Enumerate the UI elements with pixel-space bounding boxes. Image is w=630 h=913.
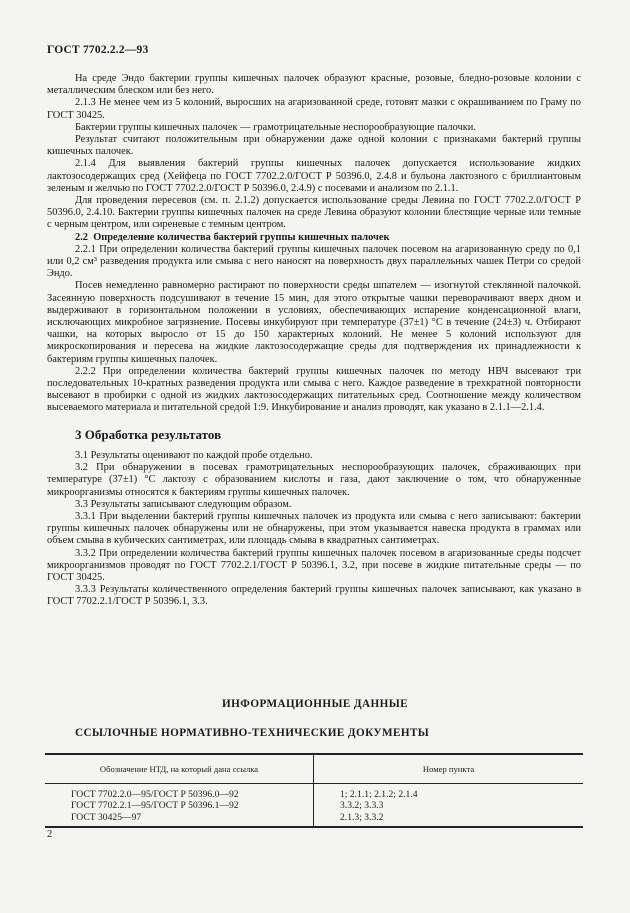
paragraph: Посев немедленно равномерно растирают по поверхности среды шпателем — изогнутой стеклянной палочкой. Засеянную поверхность подсушивают в течение 15 мин, для этого открытые чашки переворачивают вверх дном и выдерживают в горизонтальном положении в условиях, обеспечивающих испарение конденсационной влаги, исключающих микробное загрязнение. Посевы инкубируют при температуре (37±1) °С в течение (24±3) ч. Отбирают чашки, на которых выросло от 15 до 150 характерных колоний. Не менее 5 колоний используют для микроскопирования и пересева на жидкие лактозосодержащие среды для подтверждения их принадлежности к бактериям группы кишечных палочек.: [47, 280, 581, 365]
references-title: ССЫЛОЧНЫЕ НОРМАТИВНО-ТЕХНИЧЕСКИЕ ДОКУМЕНТЫ: [75, 727, 430, 739]
column-header-document: Обозначение НТД, на который дана ссылка: [45, 754, 314, 784]
paragraph: Для проведения пересевов (см. п. 2.1.2) допускается использование среды Левина по ГОСТ 7702.2.0/ГОСТ Р 50396.0, 2.4.10. Бактерии группы кишечных палочек на среде Левина образуют колонии блестящие черные или темные с черным центром, или сиреневые с темным центром.: [47, 195, 581, 231]
subsection-heading: [47, 232, 581, 244]
paragraph: 3.3.1 При выделении бактерий группы кишечных палочек из продукта или смыва с него записывают: бактерии группы кишечных палочек обнаружены или не обнаружены, при этом указывается навеска продукта в граммах или объем смыва в кубических сантиметрах, или площадь смыва в квадратных сантиметрах.: [47, 510, 581, 547]
items-cell: [314, 784, 584, 827]
paragraph: Бактерии группы кишечных палочек — грамотрицательные неспорообразующие палочки.: [75, 121, 476, 133]
table-header-row: [45, 754, 583, 784]
table-row: [45, 784, 583, 827]
subsection-number: 2.2: [75, 231, 88, 243]
section-heading: 3 Обработка результатов: [75, 426, 222, 442]
paragraph: 3.3.2 При определении количества бактерий группы кишечных палочек посевом в агаризованные среды подсчет микроорганизмов проводят по ГОСТ 7702.2.1/ГОСТ Р 50396.1, 3.2, при посеве в жидкие питательные среды — по ГОСТ 30425.: [47, 547, 581, 583]
document-body: [47, 73, 581, 609]
paragraph: Результат считают положительным при обнаружении даже одной колонии с признаками бактерий группы кишечных палочек.: [47, 134, 581, 158]
info-data-title: ИНФОРМАЦИОННЫЕ ДАННЫЕ: [222, 698, 408, 710]
document-cell: [45, 784, 314, 827]
page-header: ГОСТ 7702.2.2—93: [47, 44, 149, 56]
page-number: 2: [47, 829, 53, 840]
item-numbers: 1; 2.1.1; 2.1.2; 2.1.4: [340, 789, 418, 801]
item-numbers: 2.1.3; 3.3.2: [340, 811, 384, 823]
document-ref: ГОСТ 7702.2.1—95/ГОСТ Р 50396.1—92: [71, 800, 239, 812]
paragraph: 2.1.4 Для выявления бактерий группы кишечных палочек допускается использование жидких лактозосодержащих сред (Хейфеца по ГОСТ 7702.2.0/ГОСТ Р 50396.0, 2.4.8 и бульона лактозного с бриллиантовым зеленым и желчью по ГОСТ 7702.2.0/ГОСТ Р 50396.0, 2.4.9) с посевами и анализом по 2.1.1.: [47, 158, 581, 194]
paragraph: 3.3.3 Результаты количественного определения бактерий группы кишечных палочек записывают, как указано в ГОСТ 7702.2.1/ГОСТ Р 50396.1, 3.3.: [47, 584, 581, 608]
references-table: [45, 753, 583, 828]
column-header-item: Номер пункта: [314, 754, 584, 784]
paragraph: 2.2.2 При определении количества бактерий группы кишечных палочек по методу НВЧ высевают три последовательных 10-кратных разведения продукта или смыва с него. Каждое разведение в трехкратной повторности высевают в пробирки с одной из жидких лактозосодержащих питательных сред. Соотношение между количеством высеваемого материала и питательной средой 1:9. Инкубирование и анализ проводят, как указано в 2.1.1—2.1.4.: [47, 365, 581, 414]
item-numbers: 3.3.2; 3.3.3: [340, 800, 384, 812]
paragraph: 3.2 При обнаружении в посевах грамотрицательных неспорообразующих палочек, сбраживающих при температуре (37±1) °С лактозу с образованием кислоты и газа, дают заключение о том, что обнаруженные микроорганизмы относятся к бактериям группы кишечных палочек.: [47, 462, 581, 498]
paragraph: 3.1 Результаты оценивают по каждой пробе отдельно.: [75, 449, 313, 461]
paragraph: 2.2.1 При определении количества бактерий группы кишечных палочек посевом на агаризованную среду по 0,1 или 0,2 см³ разведения продукта или смыва с него наносят на поверхность двух параллельных чашек Петри со средой Эндо.: [47, 243, 581, 280]
subsection-title: Определение количества бактерий группы кишечных палочек: [93, 231, 390, 243]
paragraph: 2.1.3 Не менее чем из 5 колоний, выросших на агаризованной среде, готовят мазки с окрашиванием по Граму по ГОСТ 30425.: [47, 97, 581, 121]
paragraph: На среде Эндо бактерии группы кишечных палочек образуют красные, розовые, бледно-розовые колонии с металлическим блеском или без него.: [47, 73, 581, 97]
paragraph: 3.3 Результаты записывают следующим образом.: [75, 498, 292, 510]
document-ref: ГОСТ 7702.2.0—95/ГОСТ Р 50396.0—92: [71, 789, 239, 801]
document-ref: ГОСТ 30425—97: [71, 811, 142, 823]
